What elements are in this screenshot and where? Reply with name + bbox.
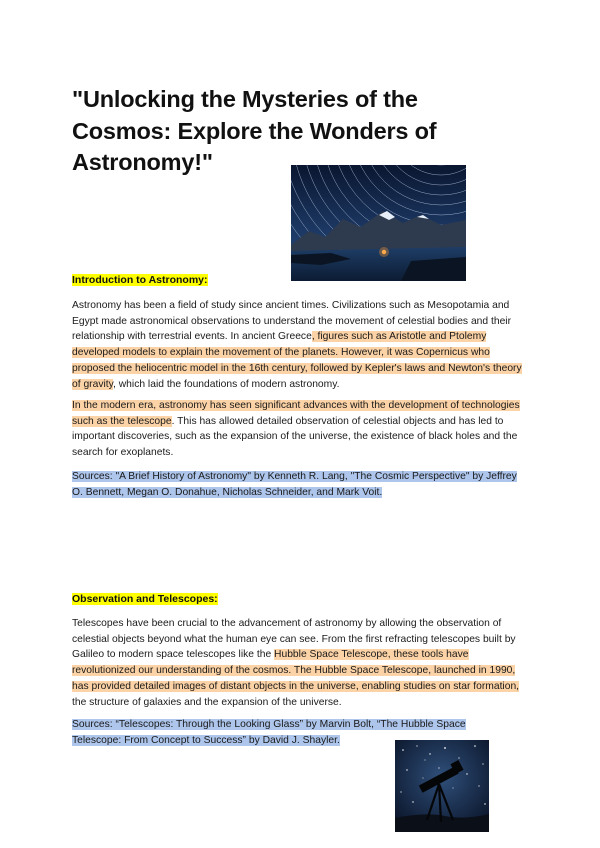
sources-paragraph-2: Sources: “Telescopes: Through the Looking Glass” by Marvin Bolt, “The Hubble Space Telescope: From Concept to Success” by David J. Shayler.: [72, 719, 466, 746]
text-run: . This has allowed detailed observation of celestial objects and has led to important discoveries, such as the expansion of the universe, the existence of black holes and the search for exoplanets.: [72, 415, 518, 459]
text-run: the structure of galaxies and the expansion of the universe.: [72, 696, 342, 708]
text-run: , which laid the foundations of modern astronomy.: [113, 378, 340, 390]
text-run: Telescopes have been crucial to the advancement of astronomy by allowing the observation of celestial objects beyond what the human eye can see. From the first refracting telescopes built by Galileo to modern space telescopes like the: [72, 618, 516, 661]
section-heading-introduction: Introduction to Astronomy:: [72, 274, 208, 286]
modern-era-paragraph: [72, 398, 530, 461]
highlighted-text-run: Hubble Space Telescope, these tools have revolutionized our understanding of the cosmos. The Hubble Space Telescope, launched in 1990, has provided detailed images of distant objects in the universe, enabling studies on star formation,: [72, 649, 520, 692]
telescopes-paragraph: [72, 616, 530, 710]
text-run: Astronomy has been a field of study since ancient times. Civilizations such as Mesopotamia and Egypt made astronomical observations to understand the movement of celestial bodies and their relationship with terrestrial events. In ancient Greece: [72, 300, 512, 343]
star-trails-photo: [291, 165, 466, 281]
sources-paragraph-1: Sources: "A Brief History of Astronomy" by Kenneth R. Lang, "The Cosmic Perspective" by Jeffrey O. Bennett, Megan O. Donahue, Nicholas Schneider, and Mark Voit.: [72, 471, 517, 498]
highlighted-text-run: , figures such as Aristotle and Ptolemy developed models to explain the movement of the planets. However, it was Copernicus who proposed the heliocentric model in the 16th century, followed by Kepler's laws and Newton's theory of gravity: [72, 331, 522, 390]
intro-paragraph: [72, 298, 530, 392]
document-title: "Unlocking the Mysteries of the Cosmos: Explore the Wonders of Astronomy!": [72, 86, 437, 175]
highlighted-text-run: In the modern era, astronomy has seen significant advances with the development of technologies such as the telescope: [72, 400, 520, 427]
telescope-photo: [395, 740, 489, 832]
section-heading-observation: Observation and Telescopes:: [72, 593, 218, 605]
